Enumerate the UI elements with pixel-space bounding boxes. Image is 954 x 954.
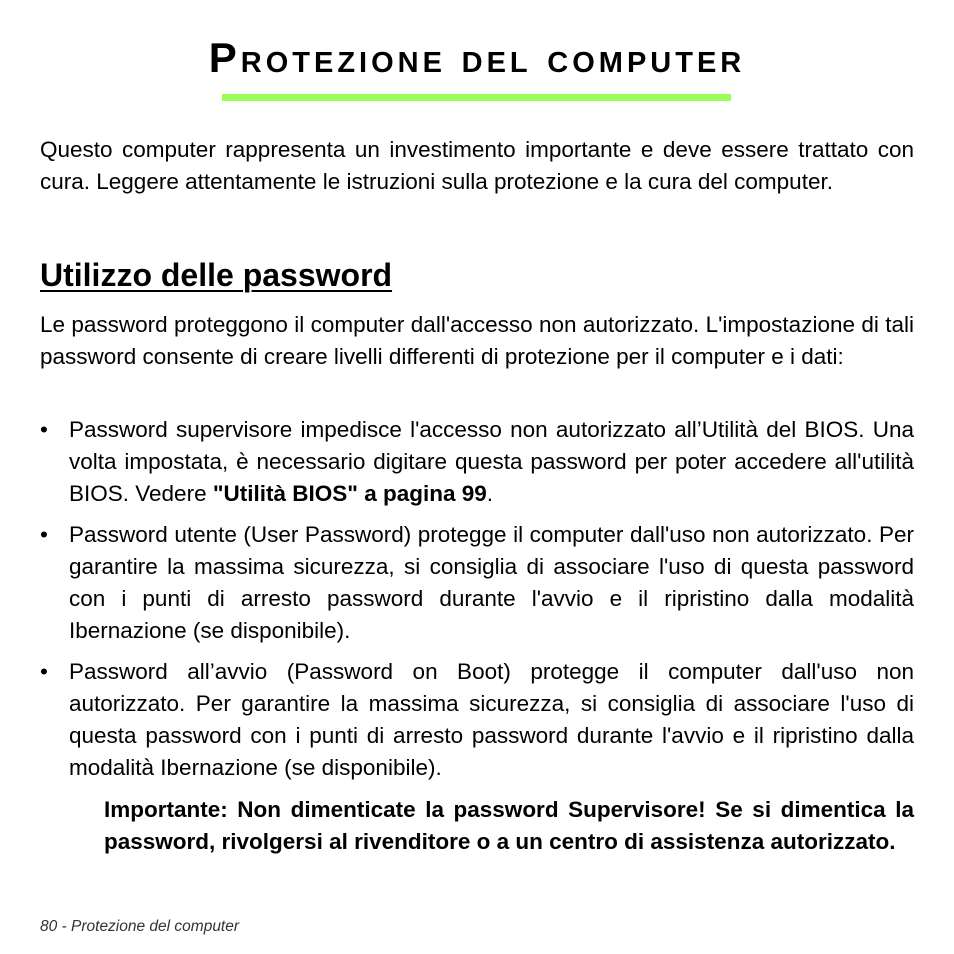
- bullet-text: Password utente (User Password) protegge il computer dall'uso non autorizzato. Per garantire la massima sicurezza, si consiglia di associare l'uso di questa password con i punti di arresto password durante l'avvio e il ripristino dalla modalità Ibernazione (se disponibile).: [69, 522, 914, 643]
- section-heading: Utilizzo delle password: [40, 257, 393, 293]
- bullet-text: Password supervisore impedisce l'accesso non autorizzato all’Utilità del BIOS. Una volta impostata, è necessario digitare questa password per poter accedere all'utilità BIOS. Vedere: [69, 417, 914, 506]
- bios-page-reference-link[interactable]: "Utilità BIOS" a pagina 99: [212, 481, 487, 506]
- bullet-supervisor-password: [40, 414, 914, 510]
- intro-paragraph: Questo computer rappresenta un investimento importante e deve essere trattato con cura. Leggere attentamente le istruzioni sulla protezione e la cura del computer.: [40, 137, 914, 194]
- bullet-text: Password all’avvio (Password on Boot) protegge il computer dall'uso non autorizzato. Per garantire la massima sicurezza, si consiglia di associare l'uso di questa password con i punti di arresto password durante l'avvio e il ripristino dalla modalità Ibernazione (se disponibile).: [69, 659, 914, 780]
- password-bullet-list: [40, 414, 914, 793]
- bullet-user-password: [40, 519, 914, 647]
- bullet-dot-icon: •: [40, 659, 48, 684]
- bullet-boot-password: [40, 656, 914, 784]
- page-footer: 80 - Protezione del computer: [40, 918, 240, 935]
- password-intro-paragraph: Le password proteggono il computer dall'accesso non autorizzato. L'impostazione di tali password consente di creare livelli differenti di protezione per il computer e i dati:: [40, 312, 914, 369]
- title-underline-rule: [222, 94, 731, 101]
- important-note: Importante: Non dimenticate la password Supervisore! Se si dimentica la password, rivolgersi al rivenditore o a un centro di assistenza autorizzato.: [104, 797, 914, 854]
- bullet-text-end: .: [486, 481, 494, 506]
- bullet-dot-icon: •: [40, 417, 48, 442]
- page-title: Protezione del computer: [208, 34, 746, 81]
- bullet-dot-icon: •: [40, 522, 48, 547]
